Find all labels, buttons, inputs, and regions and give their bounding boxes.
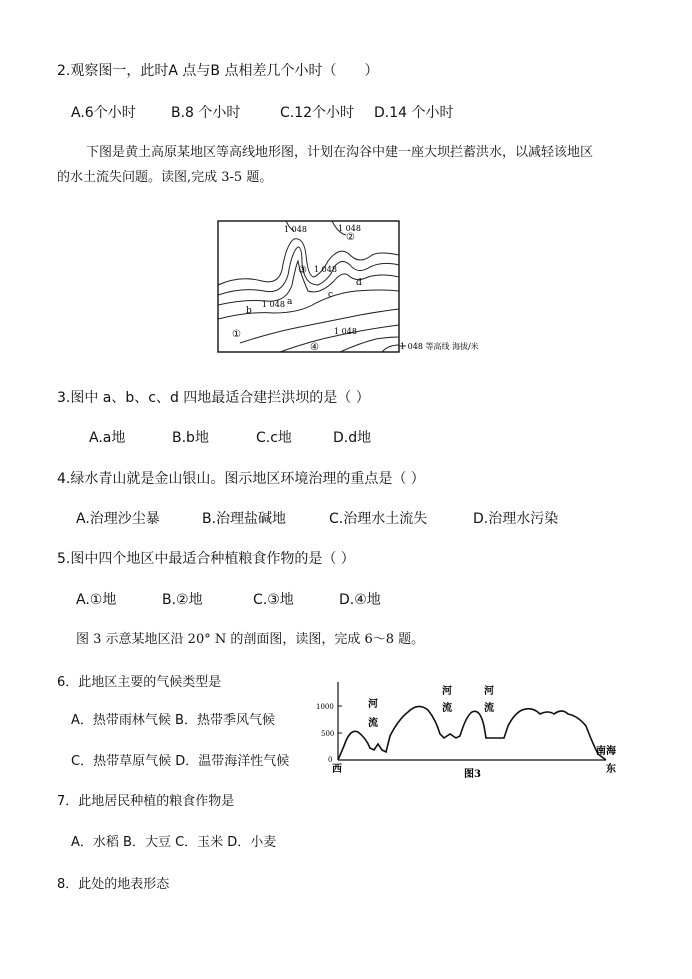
contour-label-2: 1 048 <box>338 224 361 233</box>
region-2-label: ② <box>346 232 355 243</box>
point-a-label: a <box>287 297 293 307</box>
region-1-label: ① <box>232 329 241 340</box>
profile-y-tick-500: 500 <box>321 730 335 738</box>
q4-option-c: C.治理水土流失 <box>329 511 428 527</box>
q2-option-c: C.12个小时 <box>280 105 355 121</box>
contour-lines <box>218 221 399 352</box>
q4-options <box>76 510 558 528</box>
river-2-top: 河 <box>442 686 452 697</box>
contour-map-legend: 1 048 等高线 海拔/米 <box>400 342 479 351</box>
contour-label-4: 1 048 <box>262 300 285 309</box>
q3-option-c: C.c地 <box>256 430 292 446</box>
profile-terrain-line <box>338 706 606 760</box>
profile-caption: 图3 <box>464 769 481 780</box>
q3-option-b: B.b地 <box>172 430 209 446</box>
profile-west-label: 西 <box>332 764 342 775</box>
profile-y-tick-1000: 1000 <box>316 703 334 711</box>
q5-option-a: A.①地 <box>76 592 117 608</box>
q5-option-c: C.③地 <box>253 592 294 608</box>
q5-option-b: B.②地 <box>162 592 203 608</box>
q2-stem: 2.观察图一，此时A 点与B 点相差几个小时（ ） <box>57 63 379 79</box>
passage1-line2: 的水土流失问题。读图,完成 3-5 题。 <box>57 170 273 185</box>
point-d-label: d <box>356 278 362 288</box>
q2-option-a: A.6个小时 <box>71 105 136 121</box>
q3-stem: 3.图中 a、b、c、d 四地最适合建拦洪坝的是（ ） <box>57 390 370 406</box>
q4-option-a: A.治理沙尘暴 <box>76 511 160 527</box>
passage2: 图 3 示意某地区沿 20° N 的剖面图，读图，完成 6～8 题。 <box>76 632 425 647</box>
contour-label-1: 1 048 <box>284 225 307 234</box>
q2-option-d: D.14 个小时 <box>374 105 454 121</box>
passage1-line1: 下图是黄土高原某地区等高线地形图，计划在沟谷中建一座大坝拦蓄洪水，以减轻该地区 <box>86 145 594 160</box>
q3-option-d: D.d地 <box>333 430 372 446</box>
q5-stem: 5.图中四个地区中最适合种植粮食作物的是（ ） <box>57 551 355 567</box>
river-3-top: 河 <box>484 686 494 697</box>
q2-option-b: B.8 个小时 <box>171 105 241 121</box>
river-2-bottom: 流 <box>442 703 452 714</box>
q7-stem: 7．此地居民种植的粮食作物是 <box>57 794 235 809</box>
river-1-bottom: 流 <box>368 718 378 729</box>
profile-sea-label: 南海 <box>596 746 616 757</box>
point-b-label: b <box>246 306 252 316</box>
q6-options-line1: A．热带雨林气候 B．热带季风气候 <box>71 713 275 728</box>
contour-map-frame <box>218 221 399 352</box>
q5-options <box>76 591 381 609</box>
point-c-label: c <box>328 290 334 300</box>
profile-figure <box>312 676 632 780</box>
q4-option-d: D.治理水污染 <box>473 511 559 527</box>
q2-options <box>71 104 454 122</box>
contour-label-3: 1 048 <box>314 265 337 274</box>
q8-stem: 8．此处的地表形态 <box>57 877 170 892</box>
region-3-label: ③ <box>298 265 307 276</box>
profile-y-tick-0: 0 <box>328 756 333 764</box>
q7-options: A．水稻 B．大豆 C．玉米 D．小麦 <box>71 835 277 850</box>
river-3-bottom: 流 <box>484 703 494 714</box>
q5-option-d: D.④地 <box>339 592 381 608</box>
q6-options-line2: C．热带草原气候 D．温带海洋性气候 <box>71 754 290 769</box>
river-1-top: 河 <box>368 699 378 710</box>
region-4-label: ④ <box>310 342 319 353</box>
contour-map-figure <box>210 215 510 360</box>
contour-label-5: 1 048 <box>334 327 357 336</box>
q3-option-a: A.a地 <box>89 430 126 446</box>
profile-east-label: 东 <box>606 764 616 775</box>
q4-stem: 4.绿水青山就是金山银山。图示地区环境治理的重点是（ ） <box>57 471 425 487</box>
q6-stem: 6．此地区主要的气候类型是 <box>57 675 222 690</box>
q3-options <box>89 429 371 447</box>
q4-option-b: B.治理盐碱地 <box>202 511 287 527</box>
